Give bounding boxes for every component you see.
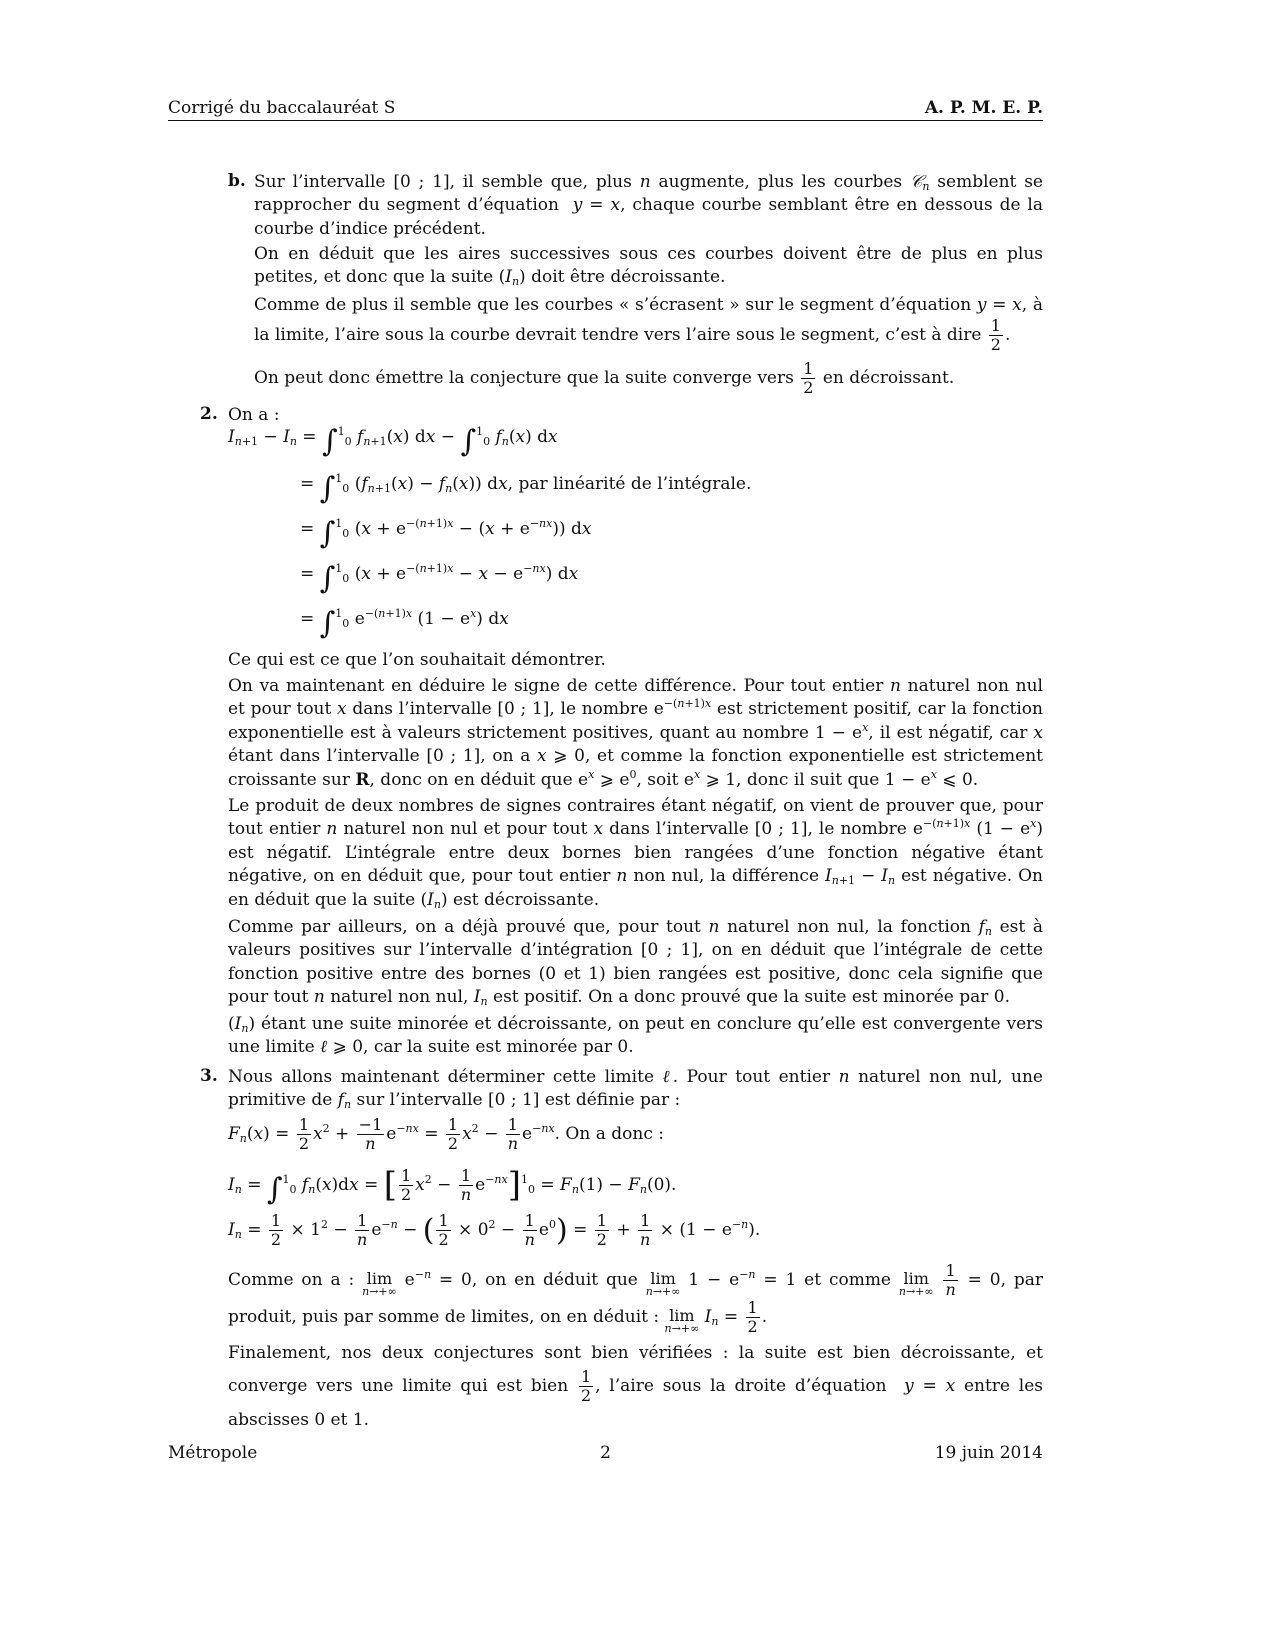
equation-line-3: = ∫$^1_0$ $(x + e^{-(n+1)x} - (x + e^{-nx}))$ dx xyxy=(300,516,592,551)
linearity-note: , par linéarité de l’intégrale. xyxy=(507,474,752,494)
part-b-p1: Sur l’intervalle [0 ; 1], il semble que, plus n augmente, plus les courbes 𝒞$_n$ semblent se rapprocher du segment d’équation y = x, chaque courbe semblant être en dessous de la courbe d’indice précédent. xyxy=(254,172,1044,239)
part-b-p4: On peut donc émettre la conjecture que la suite converge vers $\frac{1}{2}$ en décroissant. xyxy=(254,359,955,397)
q2-label: 2. xyxy=(200,404,218,424)
q2-p2: On va maintenant en déduire le signe de cette différence. Pour tout entier n naturel non nul et pour tout x dans l’intervalle [0 ; 1], le nombre $e^{-(n+1)x}$ est strictement positif, car la fonction exponentielle est à valeurs strictement positives, quant au nombre $1 - e^x$, il est négatif, car x étant dans l’intervalle [0 ; 1], on a x ⩾ 0, et comme la fonction exponentielle est strictement croissante sur R, donc on en déduit que $e^x$ ⩾ $e^0$, soit $e^x$ ⩾ 1, donc il suit que $1 - e^x$ ⩽ 0. xyxy=(228,676,1043,790)
footer-left: Métropole xyxy=(168,1443,258,1463)
on-a-donc: . On a donc : xyxy=(554,1124,664,1144)
q3-p1: Nous allons maintenant déterminer cette limite ℓ. Pour tout entier n naturel non nul, une primitive de $f_n$ sur l’intervalle [0 ; 1] est définie par : xyxy=(228,1067,1043,1112)
equation-line-5: = ∫$^1_0$ $e^{-(n+1)x}$ $(1 - e^x)$ dx xyxy=(300,606,509,641)
header-rule xyxy=(168,120,1043,121)
q2-p3: Le produit de deux nombres de signes contraires étant négatif, on vient de prouver que, pour tout entier n naturel non nul et pour tout x dans l’intervalle [0 ; 1], le nombre $e^{-(n+1)x}$ $(1 - e^x)$ est négatif. L’intégrale entre deux bornes bien rangées d’une fonction négative étant négative, on en déduit que, pour tout entier n non nul, la différence $I_{n+1} - I_n$ est négative. On en déduit que la suite $(I_n)$ est décroissante. xyxy=(228,796,1043,911)
primitive-equation: $F_n(x)$ = $\frac{1}{2}$ $x^2$ + $\frac{-1}{n}$ $e^{-nx}$ = $\frac{1}{2}$ $x^2$ − $\frac{1}{n}$ $e^{-nx}$. On a donc : xyxy=(228,1115,664,1153)
q2-p1: Ce qui est ce que l’on souhaitait démontrer. xyxy=(228,650,606,670)
header-left: Corrigé du baccalauréat S xyxy=(168,98,396,118)
value-equation: $I_n$ = $\frac{1}{2}$ × $1^2$ − $\frac{1}{n}$ $e^{-n}$ − ( $\frac{1}{2}$ × $0^2$ − $\frac{1}{n}$ $e^0$) = $\frac{1}{2}$ + $\frac{1}{n}$ × $(1 - e^{-n})$. xyxy=(228,1211,761,1249)
q3-final: Finalement, nos deux conjectures sont bien vérifiées : la suite est bien décroissante, et converge vers une limite qui est bien $\frac{1}{2}$ , l’aire sous la droite d’équation y = x entre les abscisses 0 et 1. xyxy=(228,1343,1043,1430)
footer-date: 19 juin 2014 xyxy=(934,1443,1043,1463)
part-b-p3: Comme de plus il semble que les courbes « s’écrasent » sur le segment d’équation y = x, à la limite, l’aire sous la courbe devrait tendre vers l’aire sous le segment, c’est à dire $\frac{1}{2}$ . xyxy=(254,295,1043,355)
part-b-label: b. xyxy=(228,171,246,191)
q2-intro: On a : xyxy=(228,405,280,425)
page-header xyxy=(168,98,1043,120)
part-b-p2: On en déduit que les aires successives sous ces courbes doivent être de plus en plus petites, et donc que la suite $(I_n)$ doit être décroissante. xyxy=(254,244,1043,289)
q2-p5: $(I_n)$ étant une suite minorée et décroissante, on peut en conclure qu’elle est convergente vers une limite ℓ ⩾ 0, car la suite est minorée par 0. xyxy=(228,1014,1043,1058)
page-number: 2 xyxy=(600,1443,611,1463)
q3-label: 3. xyxy=(200,1066,218,1086)
equation-line-1: $I_{n+1} - I_n = \int^1_0$ $f_{n+1}(x)$ dx − ∫$^1_0$ $f_n(x)$ dx xyxy=(228,424,558,459)
header-right: A. P. M. E. P. xyxy=(924,98,1043,118)
equation-line-4: = ∫$^1_0$ $(x + e^{-(n+1)x} - x - e^{-nx})$ dx xyxy=(300,561,579,596)
integral-equation: $I_n = \int^1_0$ $f_n(x)dx$ = [ $\frac{1}{2}$ $x^2$ − $\frac{1}{n}$ $e^{-nx}]^1_0 = F_n(1) - F_n(0)$. xyxy=(228,1165,677,1207)
q2-p4: Comme par ailleurs, on a déjà prouvé que, pour tout n naturel non nul, la fonction $f_n$ est à valeurs positives sur l’intervalle d’intégration [0 ; 1], on en déduit que l’intégrale de cette fonction positive entre des bornes (0 et 1) bien rangées est positive, donc cela signifie que pour tout n naturel non nul, $I_n$ est positif. On a donc prouvé que la suite est minorée par 0. xyxy=(228,917,1044,1009)
q3-limits: Comme on a : lim n→+∞ $e^{-n} = 0$, on en déduit que lim n→+∞ $1 - e^{-n} = 1$ et comme lim n→+∞ $\frac{1}{n}$ = 0, par produit, puis par somme de limites, on en déduit : lim n→+∞ $I_n$ = $\frac{1}{2}$ . xyxy=(228,1261,1043,1336)
equation-line-2: = ∫$^1_0$ $(f_{n+1}(x) - f_n(x))$ dx, par linéarité de l’intégrale. xyxy=(300,471,752,506)
